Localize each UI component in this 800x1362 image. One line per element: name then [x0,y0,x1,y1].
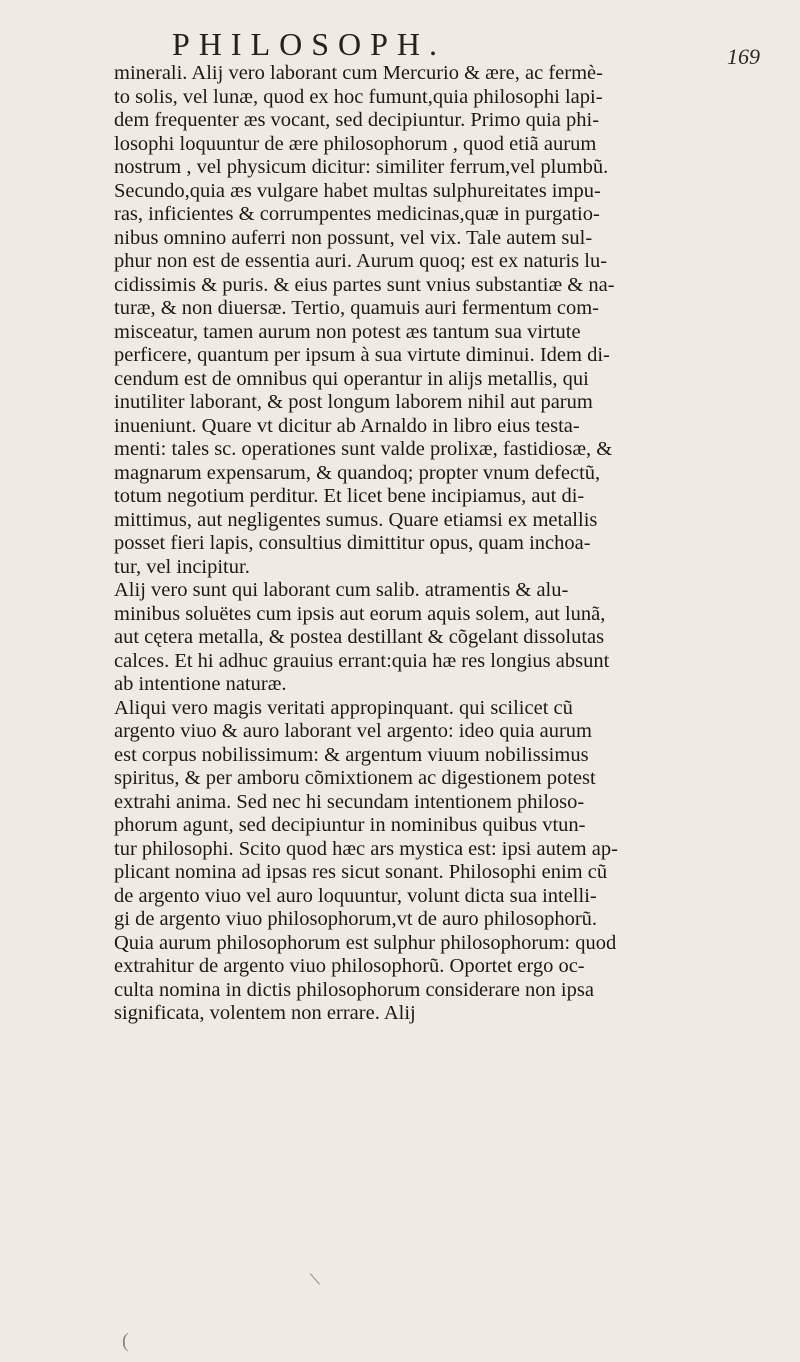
text-line: calces. Et hi adhuc grauius errant:quia hæ res longius absunt [114,649,610,672]
text-line: menti: tales sc. operationes sunt valde prolixæ, fastidiosæ, & [114,438,613,460]
text-line: minerali. Alij vero laborant cum Mercurio & ære, ac fermè- [114,62,603,84]
text-line: cendum est de omnibus qui operantur in alijs metallis, qui [114,367,589,390]
text-line: nibus omnino auferri non possunt, vel vix. Tale autem sul- [114,226,593,249]
text-line: inueniunt. Quare vt dicitur ab Arnaldo in libro eius testa- [114,414,580,437]
text-line: Secundo,quia æs vulgare habet multas sulphureitates impu- [114,179,601,202]
text-line: aut cętera metalla, & postea destillant & cõgelant dissolutas [114,626,605,648]
text-line: losophi loquuntur de ære philosophorum , quod etiã aurum [114,132,597,155]
text-line: minibus soluëtes cum ipsis aut eorum aquis solem, aut lunã, [114,602,606,625]
text-line: culta nomina in dictis philosophorum considerare non ipsa [114,978,594,1001]
stray-ink-mark: ( [122,1330,129,1352]
text-line: ab intentione naturæ. [114,673,287,695]
text-line: to solis, vel lunæ, quod ex hoc fumunt,quia philosophi lapi- [114,85,603,108]
text-line: extrahitur de argento viuo philosophorũ. Oportet ergo oc- [114,955,585,977]
stray-ink-mark: / [304,1271,327,1288]
text-line: Quia aurum philosophorum est sulphur philosophorum: quod [114,931,617,954]
page-number: 169 [727,44,760,69]
running-head: PHILOSOPH. [172,26,447,62]
text-line: significata, volentem non errare. Alij [114,1002,416,1024]
text-line: turæ, & non diuersæ. Tertio, quamuis auri fermentum com- [114,297,599,319]
text-line: argento viuo & auro laborant vel argento: ideo quia aurum [114,720,593,742]
text-line: tur, vel incipitur. [114,555,250,578]
text-line: plicant nomina ad ipsas res sicut sonant. Philosophi enim cũ [114,861,608,883]
text-line: cidissimis & puris. & eius partes sunt vnius substantiæ & na- [114,273,615,296]
text-line: totum negotium perditur. Et licet bene incipiamus, aut di- [114,485,585,507]
text-line: est corpus nobilissimum: & argentum viuum nobilissimus [114,743,589,766]
text-line: de argento viuo vel auro loquuntur, volunt dicta sua intelli- [114,884,597,907]
text-line: inutiliter laborant, & post longum laborem nihil aut parum [114,391,593,413]
text-line: ras, inficientes & corrumpentes medicinas,quæ in purgatio- [114,203,600,225]
text-line: phur non est de essentia auri. Aurum quoq; est ex naturis lu- [114,250,608,272]
text-line: Alij vero sunt qui laborant cum salib. atramentis & alu- [114,579,569,601]
text-line: gi de argento viuo philosophorum,vt de auro philosophorũ. [114,908,598,930]
text-line: nostrum , vel physicum dicitur: similiter ferrum,vel plumbũ. [114,156,609,178]
text-line: magnarum expensarum, & quandoq; propter vnum defectũ, [114,461,601,484]
text-line: Aliqui vero magis veritati appropinquant. qui scilicet cũ [114,696,573,719]
text-line: perficere, quantum per ipsum à sua virtute diminui. Idem di- [114,344,610,366]
text-line: tur philosophi. Scito quod hæc ars mystica est: ipsi autem ap- [114,837,618,860]
body-text [114,62,794,1026]
text-line: phorum agunt, sed decipiuntur in nominibus quibus vtun- [114,814,586,836]
text-line: misceatur, tamen aurum non potest æs tantum sua virtute [114,320,581,343]
text-line: mittimus, aut negligentes sumus. Quare etiamsi ex metallis [114,508,598,531]
text-line: dem frequenter æs vocant, sed decipiuntur. Primo quia phi- [114,109,600,131]
text-line: extrahi anima. Sed nec hi secundam intentionem philoso- [114,790,585,813]
text-line: spiritus, & per amboru cõmixtionem ac digestionem potest [114,767,596,789]
text-line: posset fieri lapis, consultius dimittitur opus, quam inchoa- [114,532,591,554]
